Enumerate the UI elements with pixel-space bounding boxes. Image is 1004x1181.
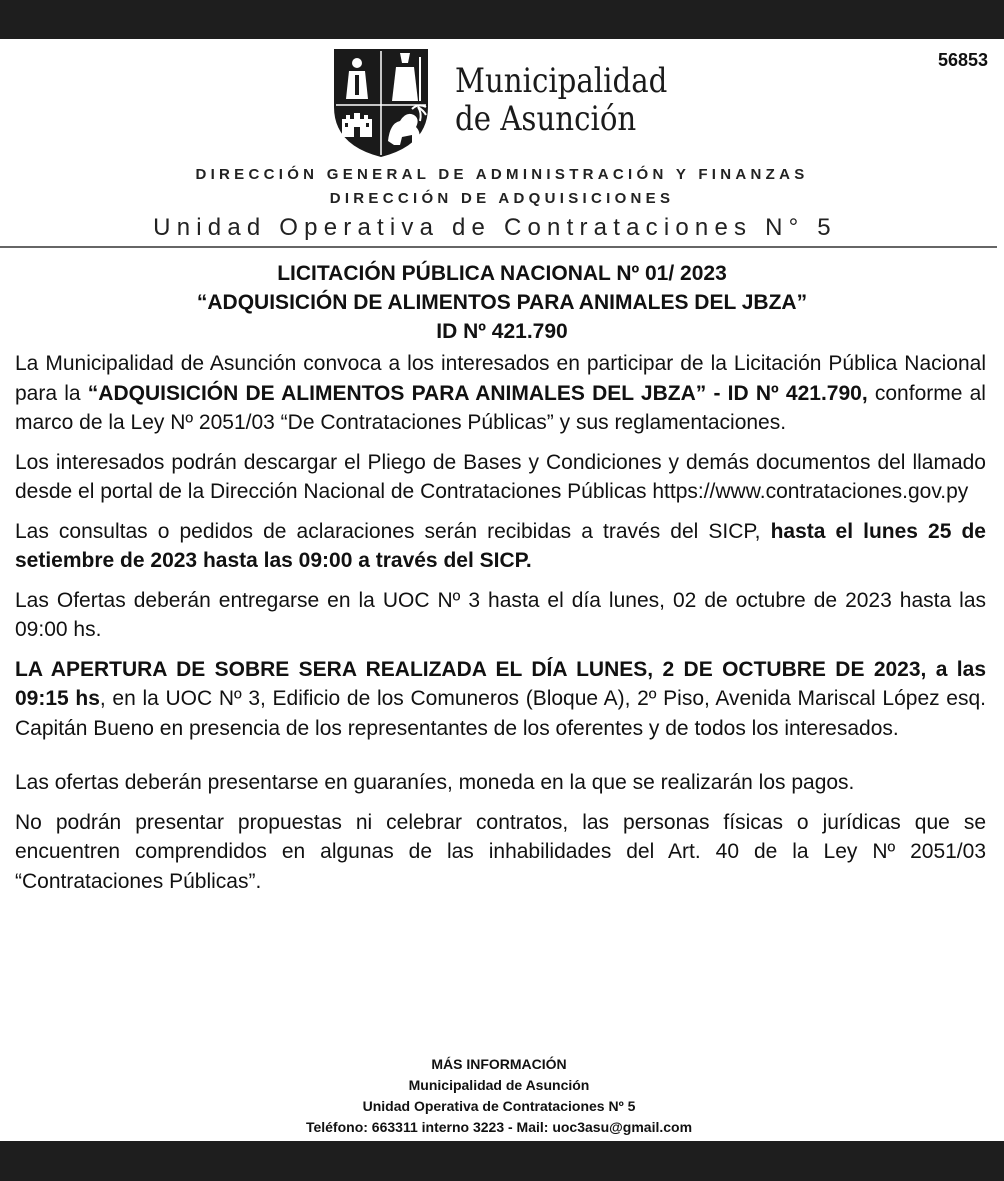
paragraph-currency: Las ofertas deberán presentarse en guaraníes, moneda en la que se realizarán los pagos. xyxy=(15,771,855,794)
notice-body xyxy=(15,349,986,906)
paragraph-convocation-bold: “ADQUISICIÓN DE ALIMENTOS PARA ANIMALES DEL JBZA” - ID Nº 421.790, xyxy=(87,381,868,405)
paragraph-queries-deadline: hasta el lunes 25 de setiembre de 2023 hasta las 09:00 a través del SICP. xyxy=(15,519,986,572)
paragraph-opening-text: , en la UOC Nº 3, Edificio de los Comuneros (Bloque A), 2º Piso, Avenida Mariscal López esq. Capitán Bueno en presencia de los representantes de los oferentes y de todos los interesados. xyxy=(15,687,986,740)
paragraph-opening xyxy=(15,655,986,744)
bottom-black-bar xyxy=(0,1141,1004,1181)
dept-acquisitions: DIRECCIÓN DE ADQUISICIONES xyxy=(329,190,675,207)
tender-title-block xyxy=(0,259,1004,346)
brand-line-1: Municipalidad xyxy=(455,61,668,101)
contact-unit: Unidad Operativa de Contrataciones Nº 5 xyxy=(362,1098,636,1114)
paragraph-download: Los interesados podrán descargar el Pliego de Bases y Condiciones y demás documentos del llamado desde el portal de la Dirección Nacional de Contrataciones Públicas https://www.contrataciones.gov.py xyxy=(15,450,986,503)
paragraph-queries-text: Las consultas o pedidos de aclaraciones serán recibidas a través del SICP, xyxy=(15,519,771,543)
paragraph-offer-delivery: Las Ofertas deberán entregarse en la UOC Nº 3 hasta el día lunes, 02 de octubre de 2023 hasta las 09:00 hs. xyxy=(15,588,986,641)
paragraph-convocation-text-end: conforme al marco de la Ley Nº 2051/03 “De Contrataciones Públicas” y sus reglamentaciones. xyxy=(15,381,986,434)
tender-title-line-1: LICITACIÓN PÚBLICA NACIONAL Nº 01/ 2023 xyxy=(277,262,727,285)
uoc-unit-heading: Unidad Operativa de Contrataciones N° 5 xyxy=(153,214,837,241)
paragraph-convocation xyxy=(15,349,986,438)
contact-org: Municipalidad de Asunción xyxy=(408,1077,590,1093)
header-divider xyxy=(0,246,997,248)
top-black-bar xyxy=(0,0,1004,39)
tender-id: ID Nº 421.790 xyxy=(436,320,568,343)
brand-line-2: de Asunción xyxy=(455,99,637,139)
paragraph-queries xyxy=(15,517,986,576)
brand-wordmark xyxy=(455,62,667,138)
contact-info-block xyxy=(0,1054,998,1138)
paragraph-ineligibility: No podrán presentar propuestas ni celebrar contratos, las personas físicas o jurídicas que se encuentren comprendidos en algunas de las inhabilidades del Art. 40 de la Ley Nº 2051/03 “Contrataciones Públicas”. xyxy=(15,810,986,893)
municipality-coat-of-arms-logo xyxy=(332,45,430,159)
paragraph-opening-bold: LA APERTURA DE SOBRE SERA REALIZADA EL DÍA LUNES, 2 DE OCTUBRE DE 2023, a las 09:15 hs xyxy=(15,657,986,710)
contact-phone-mail: Teléfono: 663311 interno 3223 - Mail: uoc3asu@gmail.com xyxy=(305,1119,693,1135)
paragraph-convocation-text: La Municipalidad de Asunción convoca a los interesados en participar de la Licitación Pública Nacional para la xyxy=(15,352,986,405)
contact-heading: MÁS INFORMACIÓN xyxy=(431,1056,567,1072)
tender-title-line-2: “ADQUISICIÓN DE ALIMENTOS PARA ANIMALES DEL JBZA” xyxy=(196,291,808,314)
dept-general-administration: DIRECCIÓN GENERAL DE ADMINISTRACIÓN Y FINANZAS xyxy=(195,166,809,183)
document-number: 56853 xyxy=(937,50,988,70)
